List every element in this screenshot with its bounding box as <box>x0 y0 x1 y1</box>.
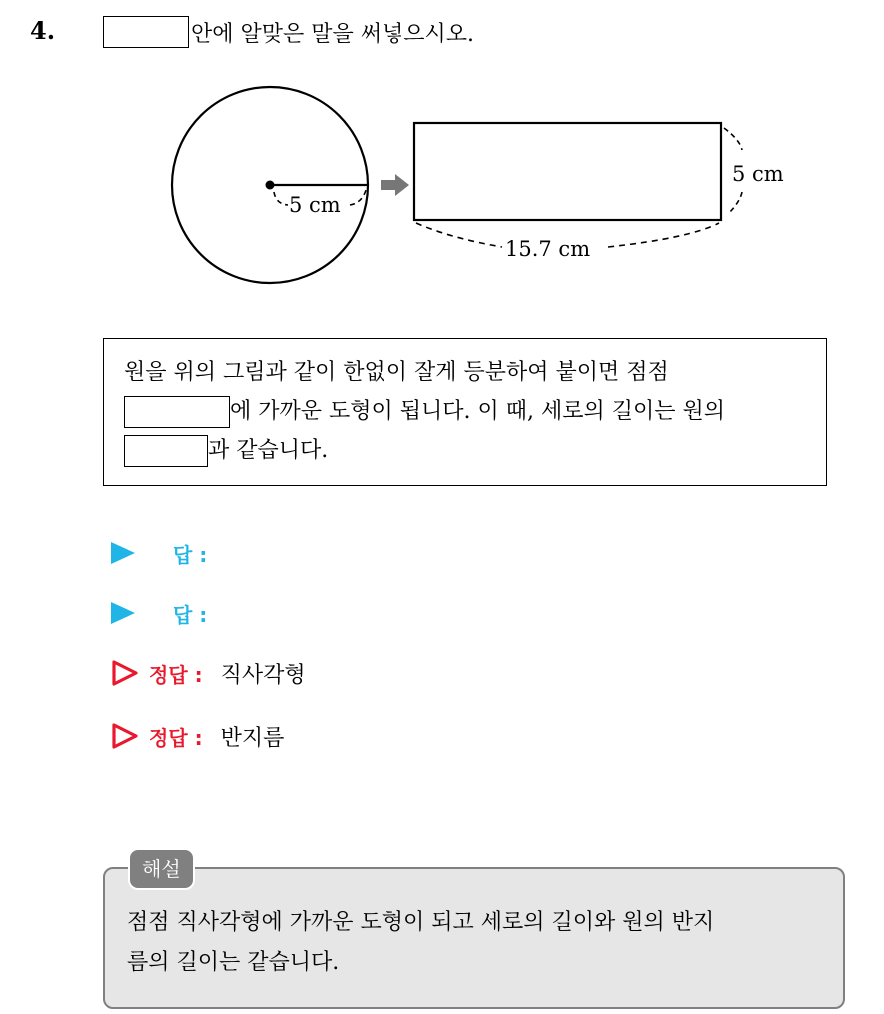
play-triangle-icon <box>111 602 135 624</box>
rect-height-label: 5 cm <box>732 162 784 186</box>
passage-line-1: 원을 위의 그림과 같이 한없이 잘게 등분하여 붙이면 점점 <box>124 360 669 385</box>
correct-row-2 <box>111 719 284 753</box>
answer-label: 답 : <box>173 602 208 627</box>
answer-row-2 <box>111 596 207 630</box>
question-number: 4. <box>30 16 56 45</box>
outline-triangle-icon <box>111 659 139 687</box>
answer-label: 답 : <box>173 542 208 567</box>
blank-box-1 <box>124 396 230 428</box>
answer-row-1 <box>111 536 207 570</box>
passage-line-3 <box>124 431 808 470</box>
correct-row-1 <box>111 656 306 690</box>
passage-line-2-text: 에 가까운 도형이 됩니다. 이 때, 세로의 길이는 원의 <box>230 399 725 424</box>
question-instruction: 안에 알맞은 말을 써넣으시오. <box>191 21 474 47</box>
passage-line-3-text: 과 같습니다. <box>208 438 329 463</box>
correct-label: 정답 : <box>149 725 203 750</box>
passage-line-2 <box>124 392 808 431</box>
correct-label: 정답 : <box>149 662 203 687</box>
explanation-line-2: 름의 길이는 같습니다. <box>127 950 340 975</box>
radius-label: 5 cm <box>289 193 341 217</box>
explanation-tag: 해설 <box>128 848 195 890</box>
correct-value: 직사각형 <box>220 662 306 688</box>
circle-to-rectangle-figure <box>0 0 884 320</box>
rectangle <box>414 123 721 220</box>
outline-triangle-icon <box>111 722 139 750</box>
arrow-right-icon <box>381 174 409 196</box>
blank-box-2 <box>124 435 208 467</box>
explanation-line-1: 점점 직사각형에 가까운 도형이 되고 세로의 길이와 원의 반지 <box>127 910 715 935</box>
correct-value: 반지름 <box>220 725 285 751</box>
play-triangle-icon <box>111 542 135 564</box>
rect-width-label: 15.7 cm <box>505 237 591 261</box>
fill-in-passage <box>103 338 827 486</box>
explanation-box <box>103 867 845 1009</box>
